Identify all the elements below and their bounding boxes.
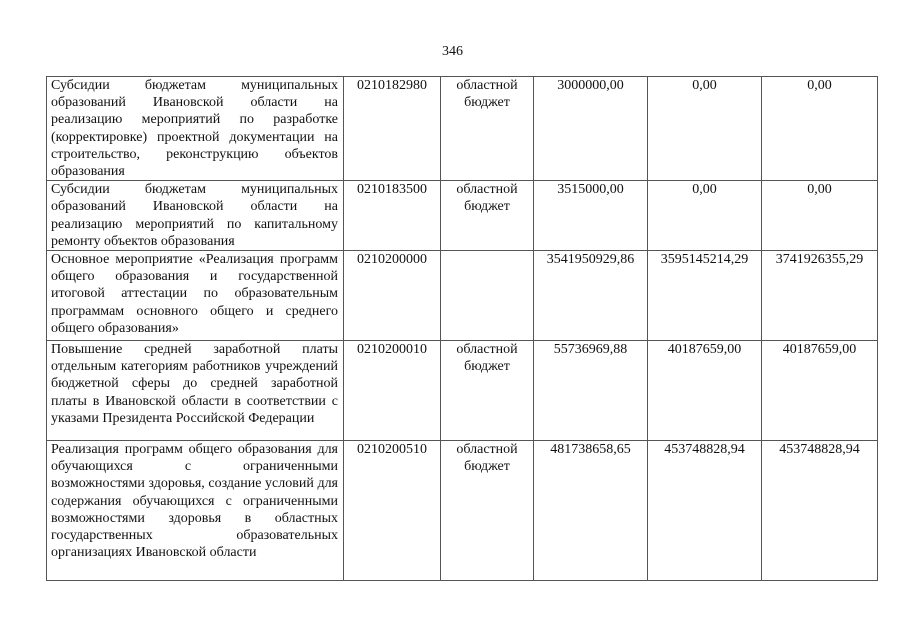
row-funding-source bbox=[441, 251, 534, 341]
row-description: Основное мероприятие «Реализация программ общего образования и государственной итоговой аттестации по образовательным программам основного общего и среднего общего образования» bbox=[47, 251, 344, 341]
page-number: 346 bbox=[442, 44, 463, 59]
budget-table bbox=[46, 76, 878, 581]
row-description: Повышение средней заработной платы отдельным категориям работников учреждений бюджетной сферы до средней заработной платы в Ивановской области в соответствии с указами Президента Российской Федерации bbox=[47, 341, 344, 441]
row-value-year2: 0,00 bbox=[648, 77, 762, 181]
row-code: 0210200000 bbox=[344, 251, 441, 341]
row-funding-source: областной бюджет bbox=[441, 77, 534, 181]
row-code: 0210182980 bbox=[344, 77, 441, 181]
row-code: 0210200510 bbox=[344, 441, 441, 581]
row-value-year3: 40187659,00 bbox=[762, 341, 878, 441]
row-description: Реализация программ общего образования для обучающихся с ограниченными возможностями здоровья, создание условий для содержания обучающихся с ограниченными возможностями здоровья в областных государственных образовательных организациях Ивановской области bbox=[47, 441, 344, 581]
row-value-year1: 55736969,88 bbox=[534, 341, 648, 441]
table-row bbox=[47, 251, 878, 341]
table-row bbox=[47, 341, 878, 441]
row-value-year1: 3541950929,86 bbox=[534, 251, 648, 341]
row-value-year3: 0,00 bbox=[762, 77, 878, 181]
row-description: Субсидии бюджетам муниципальных образований Ивановской области на реализацию мероприятий по капитальному ремонту объектов образования bbox=[47, 181, 344, 251]
row-value-year1: 481738658,65 bbox=[534, 441, 648, 581]
row-code: 0210200010 bbox=[344, 341, 441, 441]
row-value-year1: 3000000,00 bbox=[534, 77, 648, 181]
row-value-year2: 3595145214,29 bbox=[648, 251, 762, 341]
row-funding-source: областной бюджет bbox=[441, 181, 534, 251]
row-value-year3: 0,00 bbox=[762, 181, 878, 251]
row-value-year3: 453748828,94 bbox=[762, 441, 878, 581]
row-value-year2: 0,00 bbox=[648, 181, 762, 251]
row-funding-source: областной бюджет bbox=[441, 341, 534, 441]
table-row bbox=[47, 441, 878, 581]
row-description: Субсидии бюджетам муниципальных образований Ивановской области на реализацию мероприятий по разработке (корректировке) проектной документации на строительство, реконструкцию объектов образования bbox=[47, 77, 344, 181]
row-value-year2: 453748828,94 bbox=[648, 441, 762, 581]
table-row bbox=[47, 77, 878, 181]
table-row bbox=[47, 181, 878, 251]
row-funding-source: областной бюджет bbox=[441, 441, 534, 581]
row-value-year2: 40187659,00 bbox=[648, 341, 762, 441]
row-value-year3: 3741926355,29 bbox=[762, 251, 878, 341]
row-value-year1: 3515000,00 bbox=[534, 181, 648, 251]
row-code: 0210183500 bbox=[344, 181, 441, 251]
